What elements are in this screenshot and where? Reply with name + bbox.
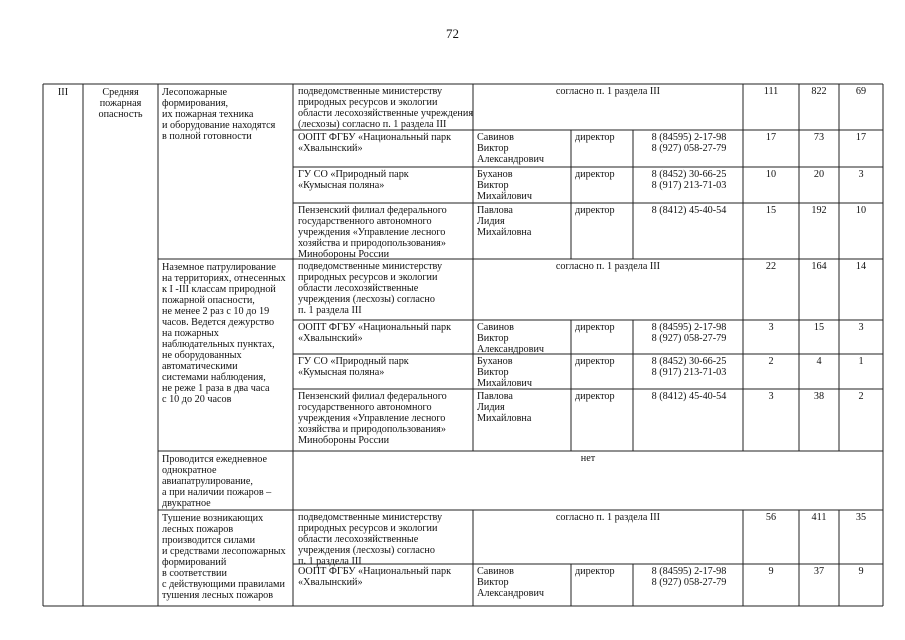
value-2-cell: 37 xyxy=(813,566,825,577)
value-3-cell: 1 xyxy=(858,356,864,367)
value-3-cell: 10 xyxy=(855,205,867,216)
responsible-person-cell: Павлова Лидия Михайловна xyxy=(477,391,532,424)
value-3-cell: 17 xyxy=(855,132,867,143)
class-number-cell: III xyxy=(57,87,69,98)
value-1-cell: 111 xyxy=(763,86,779,97)
organization-cell: Пензенский филиал федерального государственного автономного учреждения «Управление лесного хозяйства и природопользования» Минобороны России xyxy=(298,205,447,260)
organization-cell: ООПТ ФГБУ «Национальный парк «Хвалынский» xyxy=(298,322,452,344)
organization-cell: подведомственные министерству природных ресурсов и экологии области лесохозяйственные учреждения (лесхозы) согласно п. 1 раздела III xyxy=(298,261,443,316)
organization-cell: ООПТ ФГБУ «Национальный парк «Хвалынский» xyxy=(298,132,452,154)
spanning-note-cell: нет xyxy=(580,453,596,464)
spanning-note-cell: согласно п. 1 раздела III xyxy=(555,512,661,523)
organization-cell: Пензенский филиал федерального государственного автономного учреждения «Управление лесного хозяйства и природопользования» Минобороны России xyxy=(298,391,447,446)
spanning-note-cell: согласно п. 1 раздела III xyxy=(555,261,661,272)
responsible-person-cell: Савинов Виктор Александрович xyxy=(477,566,545,599)
measure-cell: Лесопожарные формирования, их пожарная техника и оборудование находятся в полной готовности xyxy=(162,87,276,142)
phone-cell: 8 (8452) 30-66-25 8 (917) 213-71-03 xyxy=(651,356,727,378)
measure-cell: Проводится ежедневное однократное авиапатрулирование, а при наличии пожаров – двукратное xyxy=(162,454,272,509)
value-2-cell: 15 xyxy=(813,322,825,333)
value-1-cell: 10 xyxy=(765,169,777,180)
phone-cell: 8 (84595) 2-17-98 8 (927) 058-27-79 xyxy=(651,132,727,154)
value-2-cell: 164 xyxy=(811,261,827,272)
value-1-cell: 9 xyxy=(768,566,774,577)
position-cell: директор xyxy=(575,322,615,333)
value-3-cell: 9 xyxy=(858,566,864,577)
value-3-cell: 35 xyxy=(855,512,867,523)
class-name-cell: Средняя пожарная опасность xyxy=(98,87,143,120)
organization-cell: ГУ СО «Природный парк «Кумысная поляна» xyxy=(298,169,409,191)
organization-cell: ГУ СО «Природный парк «Кумысная поляна» xyxy=(298,356,409,378)
value-3-cell: 14 xyxy=(855,261,867,272)
value-2-cell: 38 xyxy=(813,391,825,402)
organization-cell: ООПТ ФГБУ «Национальный парк «Хвалынский» xyxy=(298,566,452,588)
value-2-cell: 20 xyxy=(813,169,825,180)
value-2-cell: 192 xyxy=(811,205,827,216)
value-3-cell: 2 xyxy=(858,391,864,402)
value-3-cell: 3 xyxy=(858,169,864,180)
responsible-person-cell: Буханов Виктор Михайлович xyxy=(477,169,533,202)
fire-measures-table xyxy=(43,84,883,606)
phone-cell: 8 (8412) 45-40-54 xyxy=(651,205,727,216)
phone-cell: 8 (84595) 2-17-98 8 (927) 058-27-79 xyxy=(651,322,727,344)
phone-cell: 8 (84595) 2-17-98 8 (927) 058-27-79 xyxy=(651,566,727,588)
organization-cell: подведомственные министерству природных ресурсов и экологии области лесохозяйственные учреждения (лесхозы) согласно п. 1 раздела III xyxy=(298,86,474,130)
position-cell: директор xyxy=(575,391,615,402)
position-cell: директор xyxy=(575,169,615,180)
responsible-person-cell: Павлова Лидия Михайловна xyxy=(477,205,532,238)
value-1-cell: 3 xyxy=(768,391,774,402)
responsible-person-cell: Савинов Виктор Александрович xyxy=(477,132,545,165)
position-cell: директор xyxy=(575,205,615,216)
value-1-cell: 2 xyxy=(768,356,774,367)
organization-cell: подведомственные министерству природных ресурсов и экологии области лесохозяйственные учреждения (лесхозы) согласно п. 1 раздела III xyxy=(298,512,443,567)
value-2-cell: 822 xyxy=(811,86,827,97)
value-1-cell: 22 xyxy=(765,261,777,272)
page-number: 72 xyxy=(446,26,459,41)
phone-cell: 8 (8412) 45-40-54 xyxy=(651,391,727,402)
value-1-cell: 56 xyxy=(765,512,777,523)
measure-cell: Наземное патрулирование на территориях, отнесенных к I -III классам природной пожарной опасности, не менее 2 раз с 10 до 19 часов. Ведется дежурство на пожарных наблюдательных пунктах, не оборудованных автоматическими системами наблюдения, не реже 1 раза в два часа с 10 до 20 часов xyxy=(162,262,286,405)
value-1-cell: 17 xyxy=(765,132,777,143)
phone-cell: 8 (8452) 30-66-25 8 (917) 213-71-03 xyxy=(651,169,727,191)
value-1-cell: 15 xyxy=(765,205,777,216)
position-cell: директор xyxy=(575,132,615,143)
position-cell: директор xyxy=(575,566,615,577)
measure-cell: Тушение возникающих лесных пожаров производится силами и средствами лесопожарных формирований в соответствии с действующими правилами тушения лесных пожаров xyxy=(162,513,286,601)
value-2-cell: 73 xyxy=(813,132,825,143)
value-1-cell: 3 xyxy=(768,322,774,333)
value-3-cell: 3 xyxy=(858,322,864,333)
responsible-person-cell: Савинов Виктор Александрович xyxy=(477,322,545,355)
spanning-note-cell: согласно п. 1 раздела III xyxy=(555,86,661,97)
responsible-person-cell: Буханов Виктор Михайлович xyxy=(477,356,533,389)
value-3-cell: 69 xyxy=(855,86,867,97)
value-2-cell: 411 xyxy=(811,512,827,523)
value-2-cell: 4 xyxy=(816,356,822,367)
position-cell: директор xyxy=(575,356,615,367)
